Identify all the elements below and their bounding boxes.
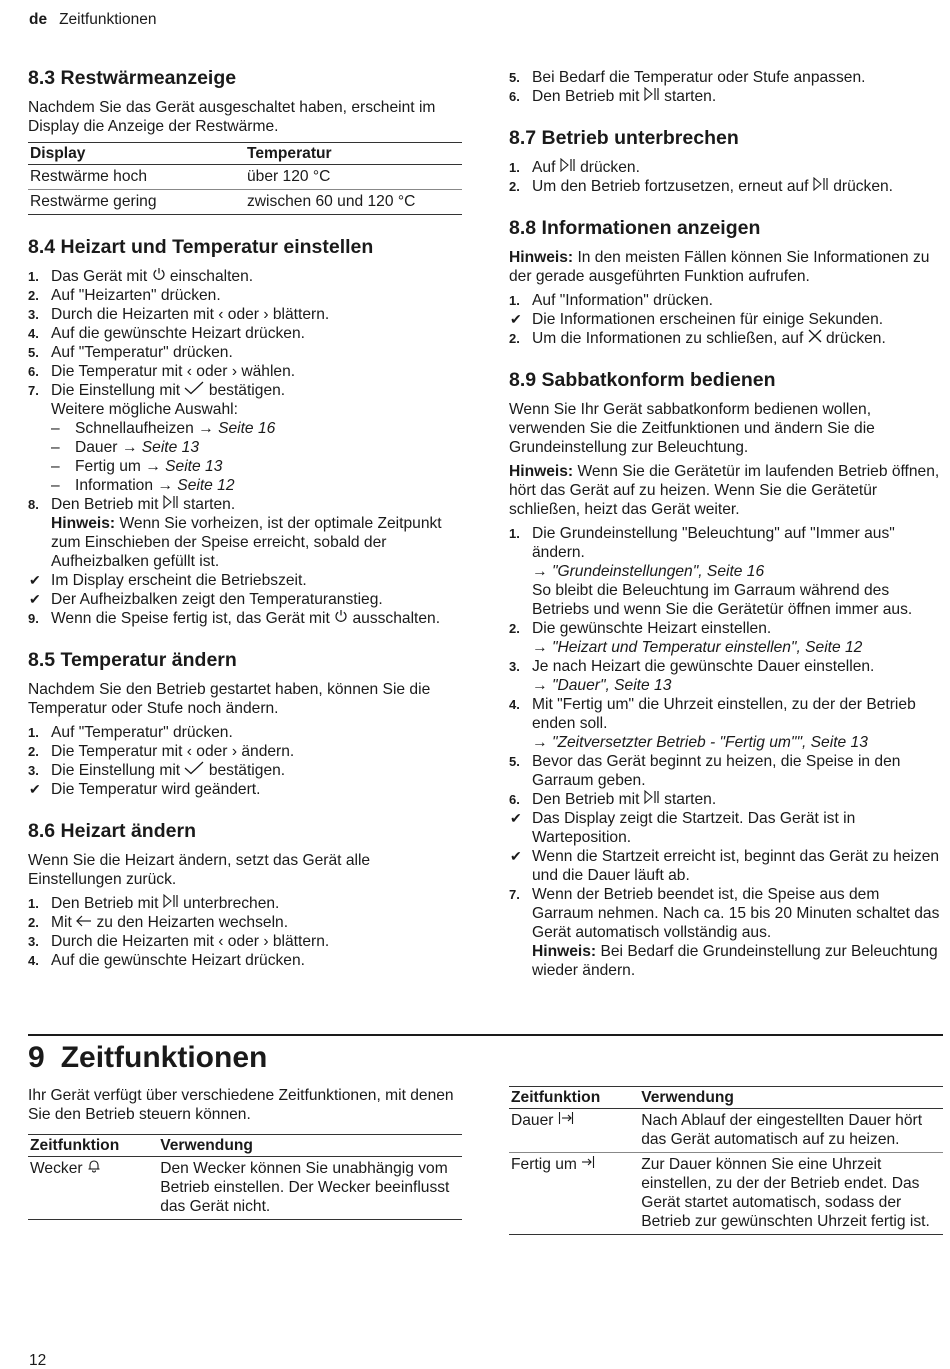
steps-8-5 (28, 723, 462, 799)
step-number: 4. (509, 697, 520, 712)
arrow-right-icon: → (532, 734, 548, 751)
arrow-right-icon: → (532, 639, 548, 656)
table-row (509, 1153, 943, 1235)
step-text: Den Betrieb mit (532, 88, 640, 105)
step-text: ausschalten. (352, 610, 441, 627)
step-text: Um die Informationen zu schließen, auf (532, 330, 804, 347)
step-number: 3. (509, 659, 520, 674)
hint-label: Hinweis: (532, 943, 597, 960)
option-item: – Schnellaufheizen → Seite 16 (51, 420, 276, 437)
step-text: starten. (664, 791, 717, 808)
step-text: drücken. (825, 330, 886, 347)
function-name: Wecker (30, 1160, 83, 1177)
hint (509, 462, 943, 519)
step-text: Auf (532, 159, 556, 176)
chapter-9-intro: Ihr Gerät verfügt über verschiedene Zeitfunktionen, mit denen Sie den Betrieb steuern können. (28, 1087, 454, 1123)
step-text: Bevor das Gerät beginnt zu heizen, die Speise in den Garraum geben. (532, 753, 901, 789)
hint-label: Hinweis: (509, 463, 574, 480)
section-8-3-intro: Nachdem Sie das Gerät ausgeschaltet haben, erscheint im Display die Anzeige der Restwärme. (28, 99, 436, 135)
table-row (28, 190, 462, 215)
arrow-right-icon: → (532, 563, 548, 580)
step-text: Um den Betrieb fortzusetzen, erneut auf (532, 178, 809, 195)
hint (51, 514, 462, 571)
power-icon (334, 609, 348, 628)
step-number: 3. (28, 763, 39, 778)
option-item: – Fertig um → Seite 13 (51, 458, 223, 475)
step-number: 1. (509, 293, 520, 308)
step-text: Die Grundeinstellung "Beleuchtung" auf "Immer aus" ändern. (532, 525, 895, 561)
result-item (28, 590, 462, 609)
step-text: starten. (664, 88, 717, 105)
list-item (509, 291, 943, 310)
checkmark-icon: ✔ (29, 781, 41, 797)
table-header-function: Zeitfunktion (509, 1087, 639, 1109)
list-item (28, 324, 462, 343)
step-number: 7. (509, 887, 520, 902)
hint-text: Wenn Sie vorheizen, ist der optimale Zeitpunkt zum Einschieben der Speise erreicht, sobald der Aufheizbalken gefüllt ist. (51, 515, 442, 570)
step-text: Bei Bedarf die Temperatur oder Stufe anpassen. (532, 69, 866, 86)
option-item: – Dauer → Seite 13 (51, 439, 199, 456)
step-number: 7. (28, 383, 39, 398)
step-number: 2. (28, 744, 39, 759)
step-number: 1. (28, 269, 39, 284)
step-text: Wenn der Betrieb beendet ist, die Speise aus dem Garraum nehmen. Nach ca. 15 bis 20 Minuten schaltet das Gerät automatisch vollständig aus. (532, 886, 940, 941)
step-text: einschalten. (169, 268, 254, 285)
table-row (509, 1109, 943, 1153)
play-pause-icon (560, 158, 576, 177)
page-reference: "Dauer", Seite 13 (551, 677, 672, 694)
section-title-8-7: 8.7 Betrieb unterbrechen (509, 127, 739, 149)
section-title-8-4: 8.4 Heizart und Temperatur einstellen (28, 236, 374, 258)
section-title-8-6: 8.6 Heizart ändern (28, 820, 196, 842)
duration-icon (558, 1111, 574, 1130)
right-column (509, 68, 943, 980)
page-reference: "Grundeinstellungen", Seite 16 (551, 563, 765, 580)
step-text: drücken. (580, 159, 640, 176)
arrow-right-icon: → (157, 477, 173, 494)
section-8-6-intro: Wenn Sie die Heizart ändern, setzt das Gerät alle Einstellungen zurück. (28, 852, 371, 888)
play-pause-icon (644, 790, 660, 809)
table-header-function: Zeitfunktion (28, 1135, 158, 1157)
left-column (28, 66, 462, 970)
table-row (28, 1157, 462, 1220)
steps-8-6 (28, 894, 462, 970)
result-text: Wenn die Startzeit erreicht ist, beginnt das Gerät zu heizen und die Dauer läuft ab. (532, 848, 940, 884)
option-item: – Information → Seite 12 (51, 477, 235, 494)
steps-8-6-continued (509, 68, 943, 106)
table-cell: Zur Dauer können Sie eine Uhrzeit einstellen, zu der der Betrieb endet. Das Gerät startet automatisch, sodass der Betrieb zur gewünschten Uhrzeit fertig ist. (639, 1153, 943, 1235)
function-name: Dauer (511, 1112, 554, 1129)
option-label: Fertig um (75, 458, 141, 475)
table-cell (509, 1109, 639, 1153)
option-label: Schnellaufheizen (75, 420, 194, 437)
step-text: Den Betrieb mit (51, 895, 159, 912)
table-header-display: Display (28, 143, 245, 165)
step-number: 2. (28, 915, 39, 930)
table-cell: Nach Ablauf der eingestellten Dauer hört das Gerät automatisch auf zu heizen. (639, 1109, 943, 1153)
time-functions-table-right (509, 1086, 943, 1235)
hint-label: Hinweis: (509, 249, 574, 266)
list-item (28, 609, 462, 628)
chapter-divider (28, 1034, 943, 1036)
cross-reference (532, 638, 943, 657)
chapter-number: 9 (28, 1041, 45, 1074)
cross-reference (532, 733, 943, 752)
step-text: zu den Heizarten wechseln. (96, 914, 289, 931)
list-item (28, 305, 462, 324)
step-number: 1. (509, 160, 520, 175)
step-text: bestätigen. (208, 762, 286, 779)
step-text: Auf "Temperatur" drücken. (51, 344, 233, 361)
table-header-temperature: Temperatur (245, 143, 462, 165)
result-text: Im Display erscheint die Betriebszeit. (51, 572, 307, 589)
steps-8-9 (509, 524, 943, 980)
step-text: Die Einstellung mit (51, 382, 181, 399)
page-reference: "Zeitversetzter Betrieb - "Fertig um"", Seite 13 (551, 734, 868, 751)
step-text: Die Temperatur mit ‹ oder › wählen. (51, 363, 296, 380)
step-text: bestätigen. (208, 382, 286, 399)
step-number: 6. (509, 792, 520, 807)
step-number: 1. (509, 526, 520, 541)
hint-text: In den meisten Fällen können Sie Informationen zu der gerade ausgeführten Funktion aufrufen. (509, 249, 930, 285)
step-note: So bleibt die Beleuchtung im Garraum während des Betriebs und wenn Sie die Gerätetür öffnen immer aus. (532, 582, 913, 618)
hint-text: Bei Bedarf die Grundeinstellung zur Beleuchtung wieder ändern. (532, 943, 938, 979)
arrow-right-icon: → (121, 439, 138, 456)
list-item (28, 381, 462, 495)
checkmark-icon: ✔ (29, 591, 41, 607)
step-text: Das Gerät mit (51, 268, 148, 285)
steps-8-8 (509, 291, 943, 348)
table-header-usage: Verwendung (639, 1087, 943, 1109)
list-item (509, 885, 943, 980)
checkmark-icon: ✔ (510, 848, 522, 864)
step-text: Auf "Information" drücken. (532, 292, 713, 309)
check-icon (184, 381, 204, 400)
step-number: 4. (28, 953, 39, 968)
list-item (28, 267, 462, 286)
back-arrow-icon (76, 913, 92, 932)
step-text: Die Temperatur mit ‹ oder › ändern. (51, 743, 295, 760)
list-item (509, 657, 943, 695)
page-reference: Seite 12 (177, 477, 235, 494)
section-8-9-intro: Wenn Sie Ihr Gerät sabbatkonform bedienen wollen, verwenden Sie die Zeitfunktionen und ändern Sie die Grundeinstellung zur Beleuchtung. (509, 401, 875, 456)
step-number: 5. (28, 345, 39, 360)
step-number: 1. (28, 896, 39, 911)
running-header (29, 10, 156, 29)
list-item (28, 894, 462, 913)
function-name: Fertig um (511, 1156, 577, 1173)
step-text: drücken. (833, 178, 894, 195)
list-item (28, 723, 462, 742)
cross-reference (532, 562, 943, 581)
end-time-icon (581, 1155, 595, 1174)
steps-8-4 (28, 267, 462, 628)
step-text: Auf "Temperatur" drücken. (51, 724, 233, 741)
page-reference: Seite 13 (165, 458, 223, 475)
step-number: 5. (509, 754, 520, 769)
step-number: 1. (28, 725, 39, 740)
hint-label: Hinweis: (51, 515, 116, 532)
list-item (509, 619, 943, 657)
result-text: Der Aufheizbalken zeigt den Temperaturanstieg. (51, 591, 383, 608)
arrow-right-icon: → (145, 458, 161, 475)
hint (532, 942, 943, 980)
step-number: 5. (509, 70, 520, 85)
step-number: 2. (28, 288, 39, 303)
list-item (509, 790, 943, 809)
play-pause-icon (163, 894, 179, 913)
step-text: starten. (183, 496, 236, 513)
step-text: Mit (51, 914, 72, 931)
power-icon (152, 267, 166, 286)
table-cell: Restwärme hoch (28, 165, 245, 190)
step-number: 6. (28, 364, 39, 379)
residual-heat-table (28, 142, 462, 215)
table-cell: über 120 °C (245, 165, 462, 190)
header-section: Zeitfunktionen (59, 11, 157, 28)
arrow-right-icon: → (198, 420, 214, 437)
hint-text: Wenn Sie die Gerätetür im laufenden Betrieb öffnen, hört das Gerät auf zu heizen. Wenn Sie die Gerätetür schließen, heizt das Gerät weiter. (509, 463, 940, 518)
page-number: 12 (29, 1352, 47, 1369)
list-item (509, 177, 943, 196)
step-text: Mit "Fertig um" die Uhrzeit einstellen, zu der der Betrieb enden soll. (532, 696, 916, 732)
play-pause-icon (163, 495, 179, 514)
more-options-label: Weitere mögliche Auswahl: (51, 401, 238, 418)
list-item (509, 158, 943, 177)
table-cell (509, 1153, 639, 1235)
step-text: Die Einstellung mit (51, 762, 181, 779)
list-item (509, 752, 943, 790)
page-reference: Seite 16 (218, 420, 276, 437)
result-item (509, 847, 943, 885)
step-text: Durch die Heizarten mit ‹ oder › blättern. (51, 306, 330, 323)
step-number: 4. (28, 326, 39, 341)
step-number: 8. (28, 497, 39, 512)
list-item (28, 495, 462, 571)
result-text: Die Informationen erscheinen für einige Sekunden. (532, 311, 884, 328)
list-item (28, 286, 462, 305)
step-text: Auf "Heizarten" drücken. (51, 287, 221, 304)
list-item (509, 329, 943, 348)
checkmark-icon: ✔ (510, 311, 522, 327)
option-label: Information (75, 477, 154, 494)
list-item (28, 932, 462, 951)
step-text: Durch die Heizarten mit ‹ oder › blättern. (51, 933, 330, 950)
section-title-8-8: 8.8 Informationen anzeigen (509, 217, 761, 239)
bell-icon (87, 1159, 101, 1178)
step-text: Die gewünschte Heizart einstellen. (532, 620, 772, 637)
step-number: 6. (509, 89, 520, 104)
list-item (28, 362, 462, 381)
chapter-title (28, 1040, 267, 1076)
arrow-right-icon: → (532, 677, 548, 694)
list-item (509, 524, 943, 619)
list-item (28, 761, 462, 780)
result-item (509, 310, 943, 329)
section-title-8-9: 8.9 Sabbatkonform bedienen (509, 369, 776, 391)
chapter-title-text: Zeitfunktionen (60, 1041, 268, 1074)
checkmark-icon: ✔ (29, 572, 41, 588)
list-item (509, 87, 943, 106)
step-number: 2. (509, 331, 520, 346)
language-code: de (29, 11, 48, 28)
table-cell: Restwärme gering (28, 190, 245, 215)
step-text: Den Betrieb mit (51, 496, 159, 513)
list-item (28, 951, 462, 970)
steps-8-7 (509, 158, 943, 196)
page-reference: "Heizart und Temperatur einstellen", Seite 12 (551, 639, 863, 656)
step-number: 3. (28, 307, 39, 322)
result-text: Die Temperatur wird geändert. (51, 781, 261, 798)
close-icon (808, 329, 822, 348)
check-icon (184, 761, 204, 780)
step-number: 2. (509, 621, 520, 636)
page-reference: Seite 13 (141, 439, 199, 456)
section-title-8-5: 8.5 Temperatur ändern (28, 649, 237, 671)
checkmark-icon: ✔ (510, 810, 522, 826)
step-text: Auf die gewünschte Heizart drücken. (51, 952, 305, 969)
step-number: 2. (509, 179, 520, 194)
hint (509, 248, 943, 286)
list-item (509, 68, 943, 87)
table-row (28, 165, 462, 190)
step-text: Je nach Heizart die gewünschte Dauer einstellen. (532, 658, 875, 675)
step-text: Den Betrieb mit (532, 791, 640, 808)
chapter-9-left (28, 1086, 462, 1224)
section-8-5-intro: Nachdem Sie den Betrieb gestartet haben, können Sie die Temperatur oder Stufe noch ändern. (28, 681, 431, 717)
result-item (28, 571, 462, 590)
step-text: unterbrechen. (183, 895, 280, 912)
step-number: 3. (28, 934, 39, 949)
result-item (509, 809, 943, 847)
chapter-9-right (509, 1086, 943, 1239)
list-item (28, 343, 462, 362)
result-text: Das Display zeigt die Startzeit. Das Gerät ist in Warteposition. (532, 810, 856, 846)
step-text: Wenn die Speise fertig ist, das Gerät mit (51, 610, 330, 627)
step-text: Auf die gewünschte Heizart drücken. (51, 325, 305, 342)
play-pause-icon (644, 87, 660, 106)
result-item (28, 780, 462, 799)
step-number: 9. (28, 611, 39, 626)
table-cell: Den Wecker können Sie unabhängig vom Betrieb einstellen. Der Wecker beeinflusst das Gerät nicht. (158, 1157, 462, 1220)
list-item (28, 913, 462, 932)
cross-reference (532, 676, 943, 695)
time-functions-table-left (28, 1134, 462, 1220)
option-label: Dauer (75, 439, 118, 456)
table-header-usage: Verwendung (158, 1135, 462, 1157)
section-title-8-3: 8.3 Restwärmeanzeige (28, 67, 237, 89)
table-cell (28, 1157, 158, 1220)
play-pause-icon (813, 177, 829, 196)
table-cell: zwischen 60 und 120 °C (245, 190, 462, 215)
list-item (509, 695, 943, 752)
list-item (28, 742, 462, 761)
